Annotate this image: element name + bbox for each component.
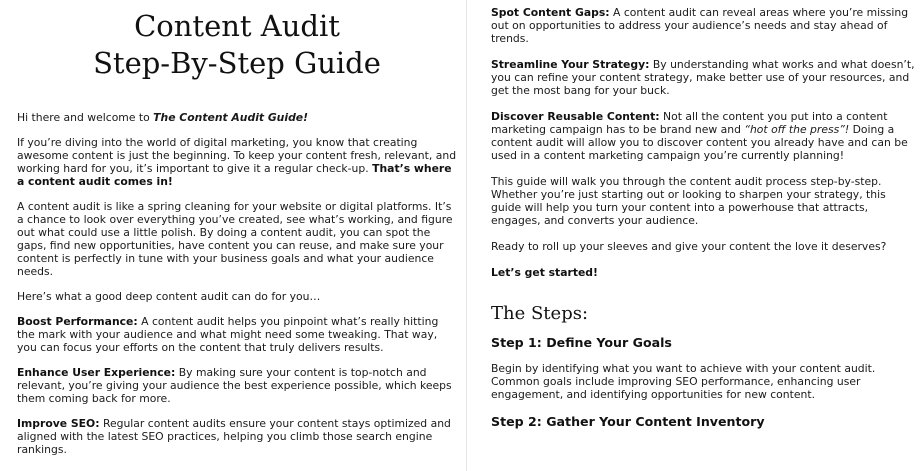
benefit-reusable <box>491 110 919 162</box>
page-divider <box>466 0 467 471</box>
benefit-label: Improve SEO: <box>17 417 100 430</box>
benefit-text: By understanding what works and what doesn’t, you can refine your content strategy, make better use of your resources, and get the most bang for your buck. <box>491 58 915 97</box>
benefit-spot-gaps <box>491 6 919 45</box>
guide-paragraph: This guide will walk you through the content audit process step-by-step. Whether you’re just starting out or looking to sharpen your strategy, this guide will help you turn your content into a powerhouse that attracts, engages, and converts your audience. <box>491 175 886 227</box>
page-title <box>17 8 457 82</box>
benefit-text: Not all the content you put into a content marketing campaign has to be brand new and <box>491 110 888 136</box>
benefit-label: Boost Performance: <box>17 315 138 328</box>
hot-off-press: “hot off the press”! <box>744 123 850 136</box>
benefit-label: Discover Reusable Content: <box>491 110 660 123</box>
benefit-label: Streamline Your Strategy: <box>491 58 650 71</box>
benefit-text-cont: Doing a content audit will allow you to discover content you already have and can be used in a content marketing campaign you’re currently planning! <box>491 123 908 162</box>
benefit-enhance-ux <box>17 366 457 405</box>
benefit-text: A content audit can reveal areas where you’re missing out on opportunities to address your audience’s needs and stay ahead of trends. <box>491 6 909 45</box>
get-started-text: Let’s get started! <box>491 266 598 279</box>
benefit-improve-seo <box>17 417 457 456</box>
benefit-label: Enhance User Experience: <box>17 366 176 379</box>
guide-name: The Content Audit Guide! <box>153 111 309 124</box>
good-deep-paragraph: Here’s what a good deep content audit can do for you… <box>17 290 321 303</box>
title-line-2: Step-By-Step Guide <box>93 46 381 80</box>
spring-cleaning-paragraph: A content audit is like a spring cleaning for your website or digital platforms. It’s a chance to look over everything you’ve created, see what’s working, and figure out what could use a little polish. By doing a content audit, you can spot the gaps, find new opportunities, have content you can reuse, and make sure your content is perfectly in tune with your business goals and what your audience needs. <box>17 200 453 278</box>
benefit-text: A content audit helps you pinpoint what’s really hitting the mark with your audience and what might need some tweaking. That way, you can focus your efforts on the content that truly delivers results. <box>17 315 439 354</box>
get-started-paragraph <box>491 266 919 279</box>
greeting-text: Hi there and welcome to <box>17 111 154 124</box>
benefit-streamline <box>491 58 919 97</box>
greeting-paragraph <box>17 111 457 124</box>
benefit-text: Regular content audits ensure your content stays optimized and aligned with the latest SEO practices, helping you climb those search engine rankings. <box>17 417 451 456</box>
right-page <box>491 0 919 440</box>
title-line-1: Content Audit <box>134 9 340 43</box>
ready-paragraph: Ready to roll up your sleeves and give your content the love it deserves? <box>491 240 887 253</box>
step-1-text: Begin by identifying what you want to achieve with your content audit. Common goals include improving SEO performance, enhancing user engagement, and identifying opportunities for new content. <box>491 362 876 401</box>
step-1-heading: Step 1: Define Your Goals <box>491 335 672 350</box>
intro-paragraph <box>17 136 457 188</box>
steps-heading: The Steps: <box>491 303 589 324</box>
benefit-boost-performance <box>17 315 457 354</box>
intro-bold: That’s where a content audit comes in! <box>17 162 452 188</box>
benefit-text: By making sure your content is top-notch and relevant, you’re giving your audience the best experience possible, which keeps them coming back for more. <box>17 366 452 405</box>
intro-text: If you’re diving into the world of digital marketing, you know that creating awesome content is just the beginning. To keep your content fresh, relevant, and working hard for you, it’s important to give it a regular check-up. <box>17 136 457 175</box>
left-page <box>17 0 457 468</box>
step-2-heading: Step 2: Gather Your Content Inventory <box>491 414 765 429</box>
benefit-label: Spot Content Gaps: <box>491 6 610 19</box>
